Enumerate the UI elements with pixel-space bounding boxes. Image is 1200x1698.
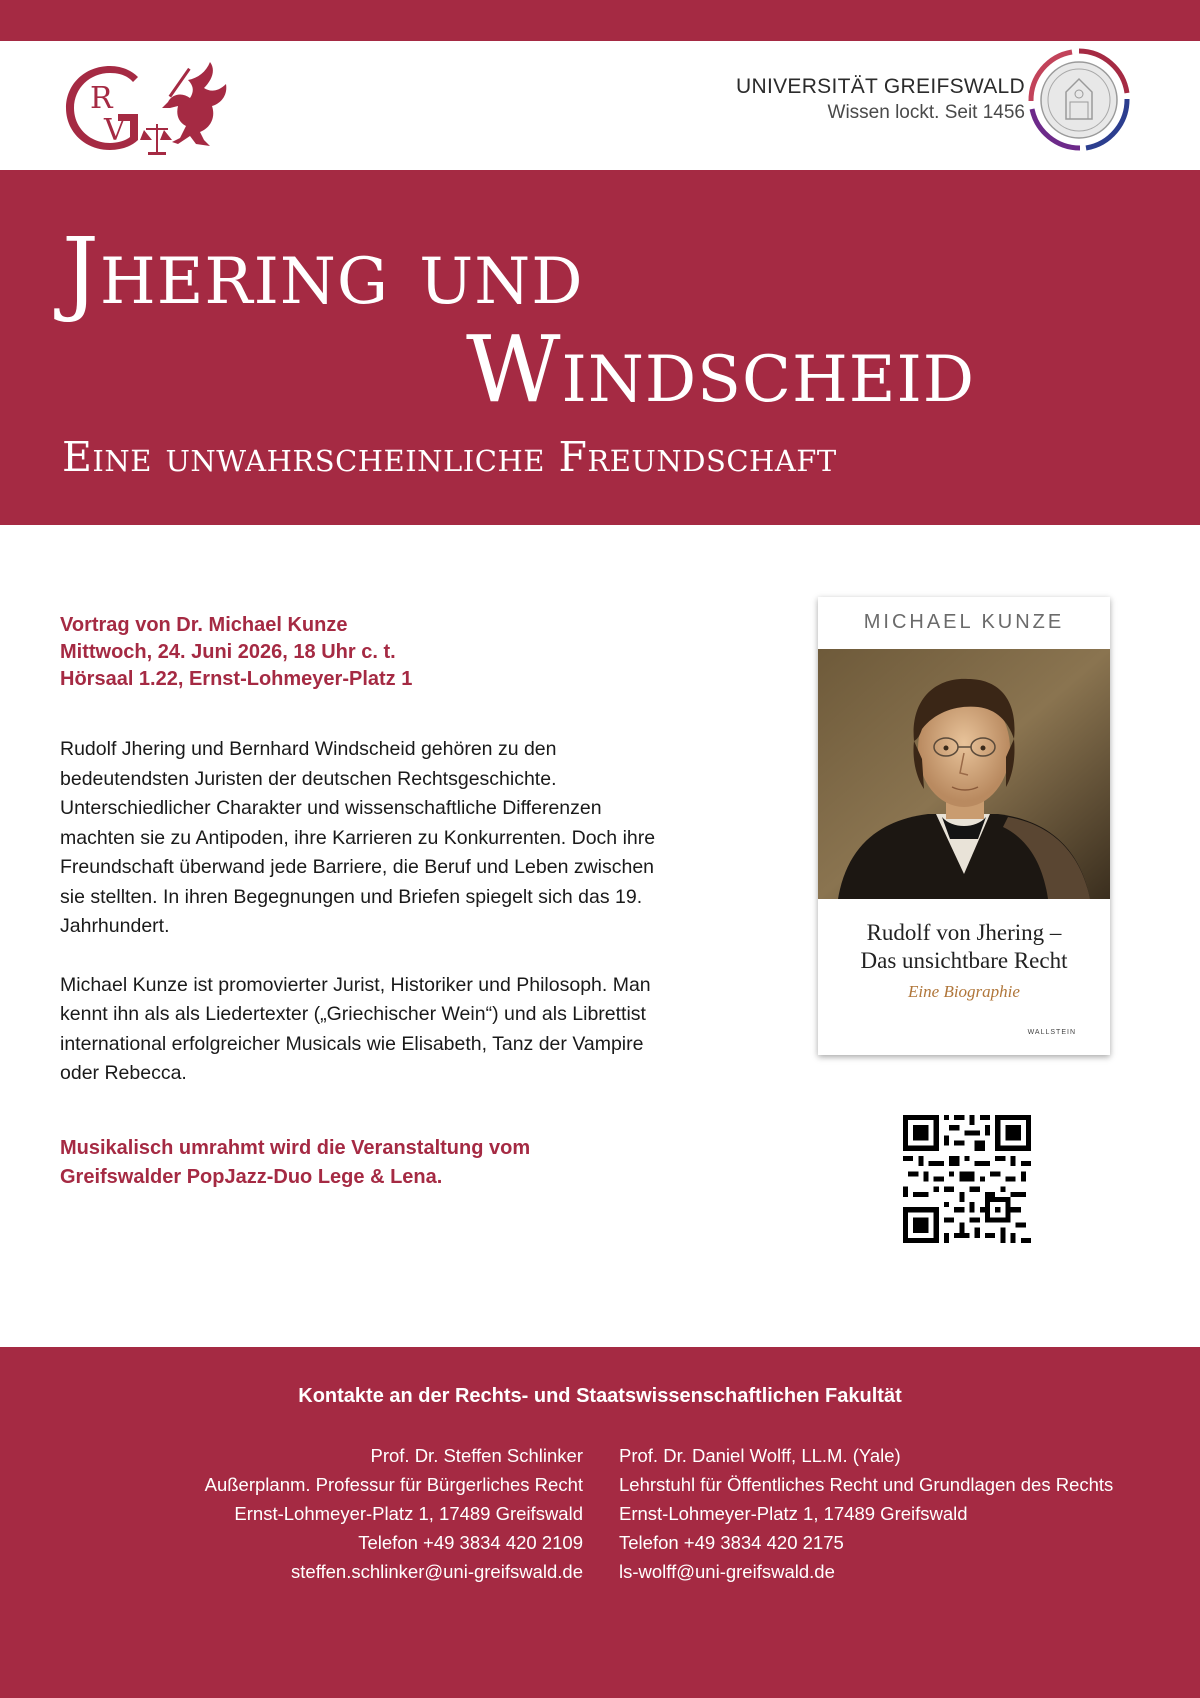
university-name: UNIVERSITÄT GREIFSWALD	[736, 75, 1025, 98]
contact-email[interactable]: ls-wolff@uni-greifswald.de	[619, 1561, 835, 1582]
contact-phone: Telefon +49 3834 420 2109	[358, 1532, 583, 1553]
music-note	[60, 1134, 680, 1192]
book-cover	[818, 597, 1110, 1055]
contact-schlinker	[205, 1441, 583, 1586]
university-branding	[736, 74, 1025, 126]
event-description	[60, 735, 680, 1118]
svg-text:V: V	[104, 113, 126, 148]
book-title-line: Rudolf von Jhering –	[866, 920, 1062, 945]
description-paragraph: Rudolf Jhering und Bernhard Windscheid gehören zu den bedeutendsten Juristen der deutschen Rechtsgeschichte. Unterschiedlicher Charakter und wissenschaftliche Differenzen machten sie zu Antipoden, ihre Karrieren zu Konkurrenten. Doch ihre Freundschaft überwand jede Barriere, die Beruf und Leben zwischen sie stellten. In ihren Begegnungen und Briefen spiegelt sich das 19. Jahrhundert.	[60, 738, 656, 937]
event-location: Hörsaal 1.22, Ernst-Lohmeyer-Platz 1	[60, 668, 413, 690]
event-speaker: Vortrag von Dr. Michael Kunze	[60, 614, 348, 636]
book-subtitle: Eine Biographie	[908, 982, 1020, 1001]
faculty-logo-icon	[60, 58, 260, 158]
contact-position: Lehrstuhl für Öffentliches Recht und Grundlagen des Rechts	[619, 1474, 1114, 1495]
svg-text:R: R	[90, 81, 113, 116]
book-publisher: WALLSTEIN	[1027, 1029, 1076, 1036]
footer-heading: Kontakte an der Rechts- und Staatswissenschaftlichen Fakultät	[298, 1385, 902, 1407]
contact-name: Prof. Dr. Steffen Schlinker	[370, 1445, 583, 1466]
portrait-image	[818, 649, 1110, 899]
contact-name: Prof. Dr. Daniel Wolff, LL.M. (Yale)	[619, 1445, 901, 1466]
book-author: MICHAEL KUNZE	[863, 611, 1065, 633]
page-title-line2: Windscheid	[466, 316, 976, 423]
page-subtitle: Eine unwahrscheinliche Freundschaft	[62, 433, 837, 481]
music-note-line: Greifswalder PopJazz-Duo Lege & Lena.	[60, 1166, 443, 1188]
contact-wolff	[619, 1441, 1113, 1586]
contact-address: Ernst-Lohmeyer-Platz 1, 17489 Greifswald	[234, 1503, 583, 1524]
contact-address: Ernst-Lohmeyer-Platz 1, 17489 Greifswald	[619, 1503, 968, 1524]
event-date: Mittwoch, 24. Juni 2026, 18 Uhr c. t.	[60, 641, 396, 663]
description-paragraph: Michael Kunze ist promovierter Jurist, Historiker und Philosoph. Man kennt ihn als als Liedertexter („Griechischer Wein“) und als Librettist international erfolgreicher Musicals wie Elisabeth, Tanz der Vampire oder Rebecca.	[60, 973, 651, 1084]
university-slogan: Wissen lockt. Seit 1456	[827, 102, 1025, 123]
qr-code-icon[interactable]	[903, 1115, 1031, 1243]
event-details	[60, 612, 680, 693]
page-title-line1: Jhering und	[62, 218, 584, 325]
book-title-line: Das unsichtbare Recht	[860, 948, 1068, 973]
contact-phone: Telefon +49 3834 420 2175	[619, 1532, 844, 1553]
book-title	[818, 919, 1110, 975]
music-note-line: Musikalisch umrahmt wird die Veranstaltung vom	[60, 1137, 531, 1159]
university-seal-icon	[1026, 47, 1132, 153]
contact-position: Außerplanm. Professur für Bürgerliches Recht	[204, 1474, 583, 1495]
contact-email[interactable]: steffen.schlinker@uni-greifswald.de	[291, 1561, 583, 1582]
